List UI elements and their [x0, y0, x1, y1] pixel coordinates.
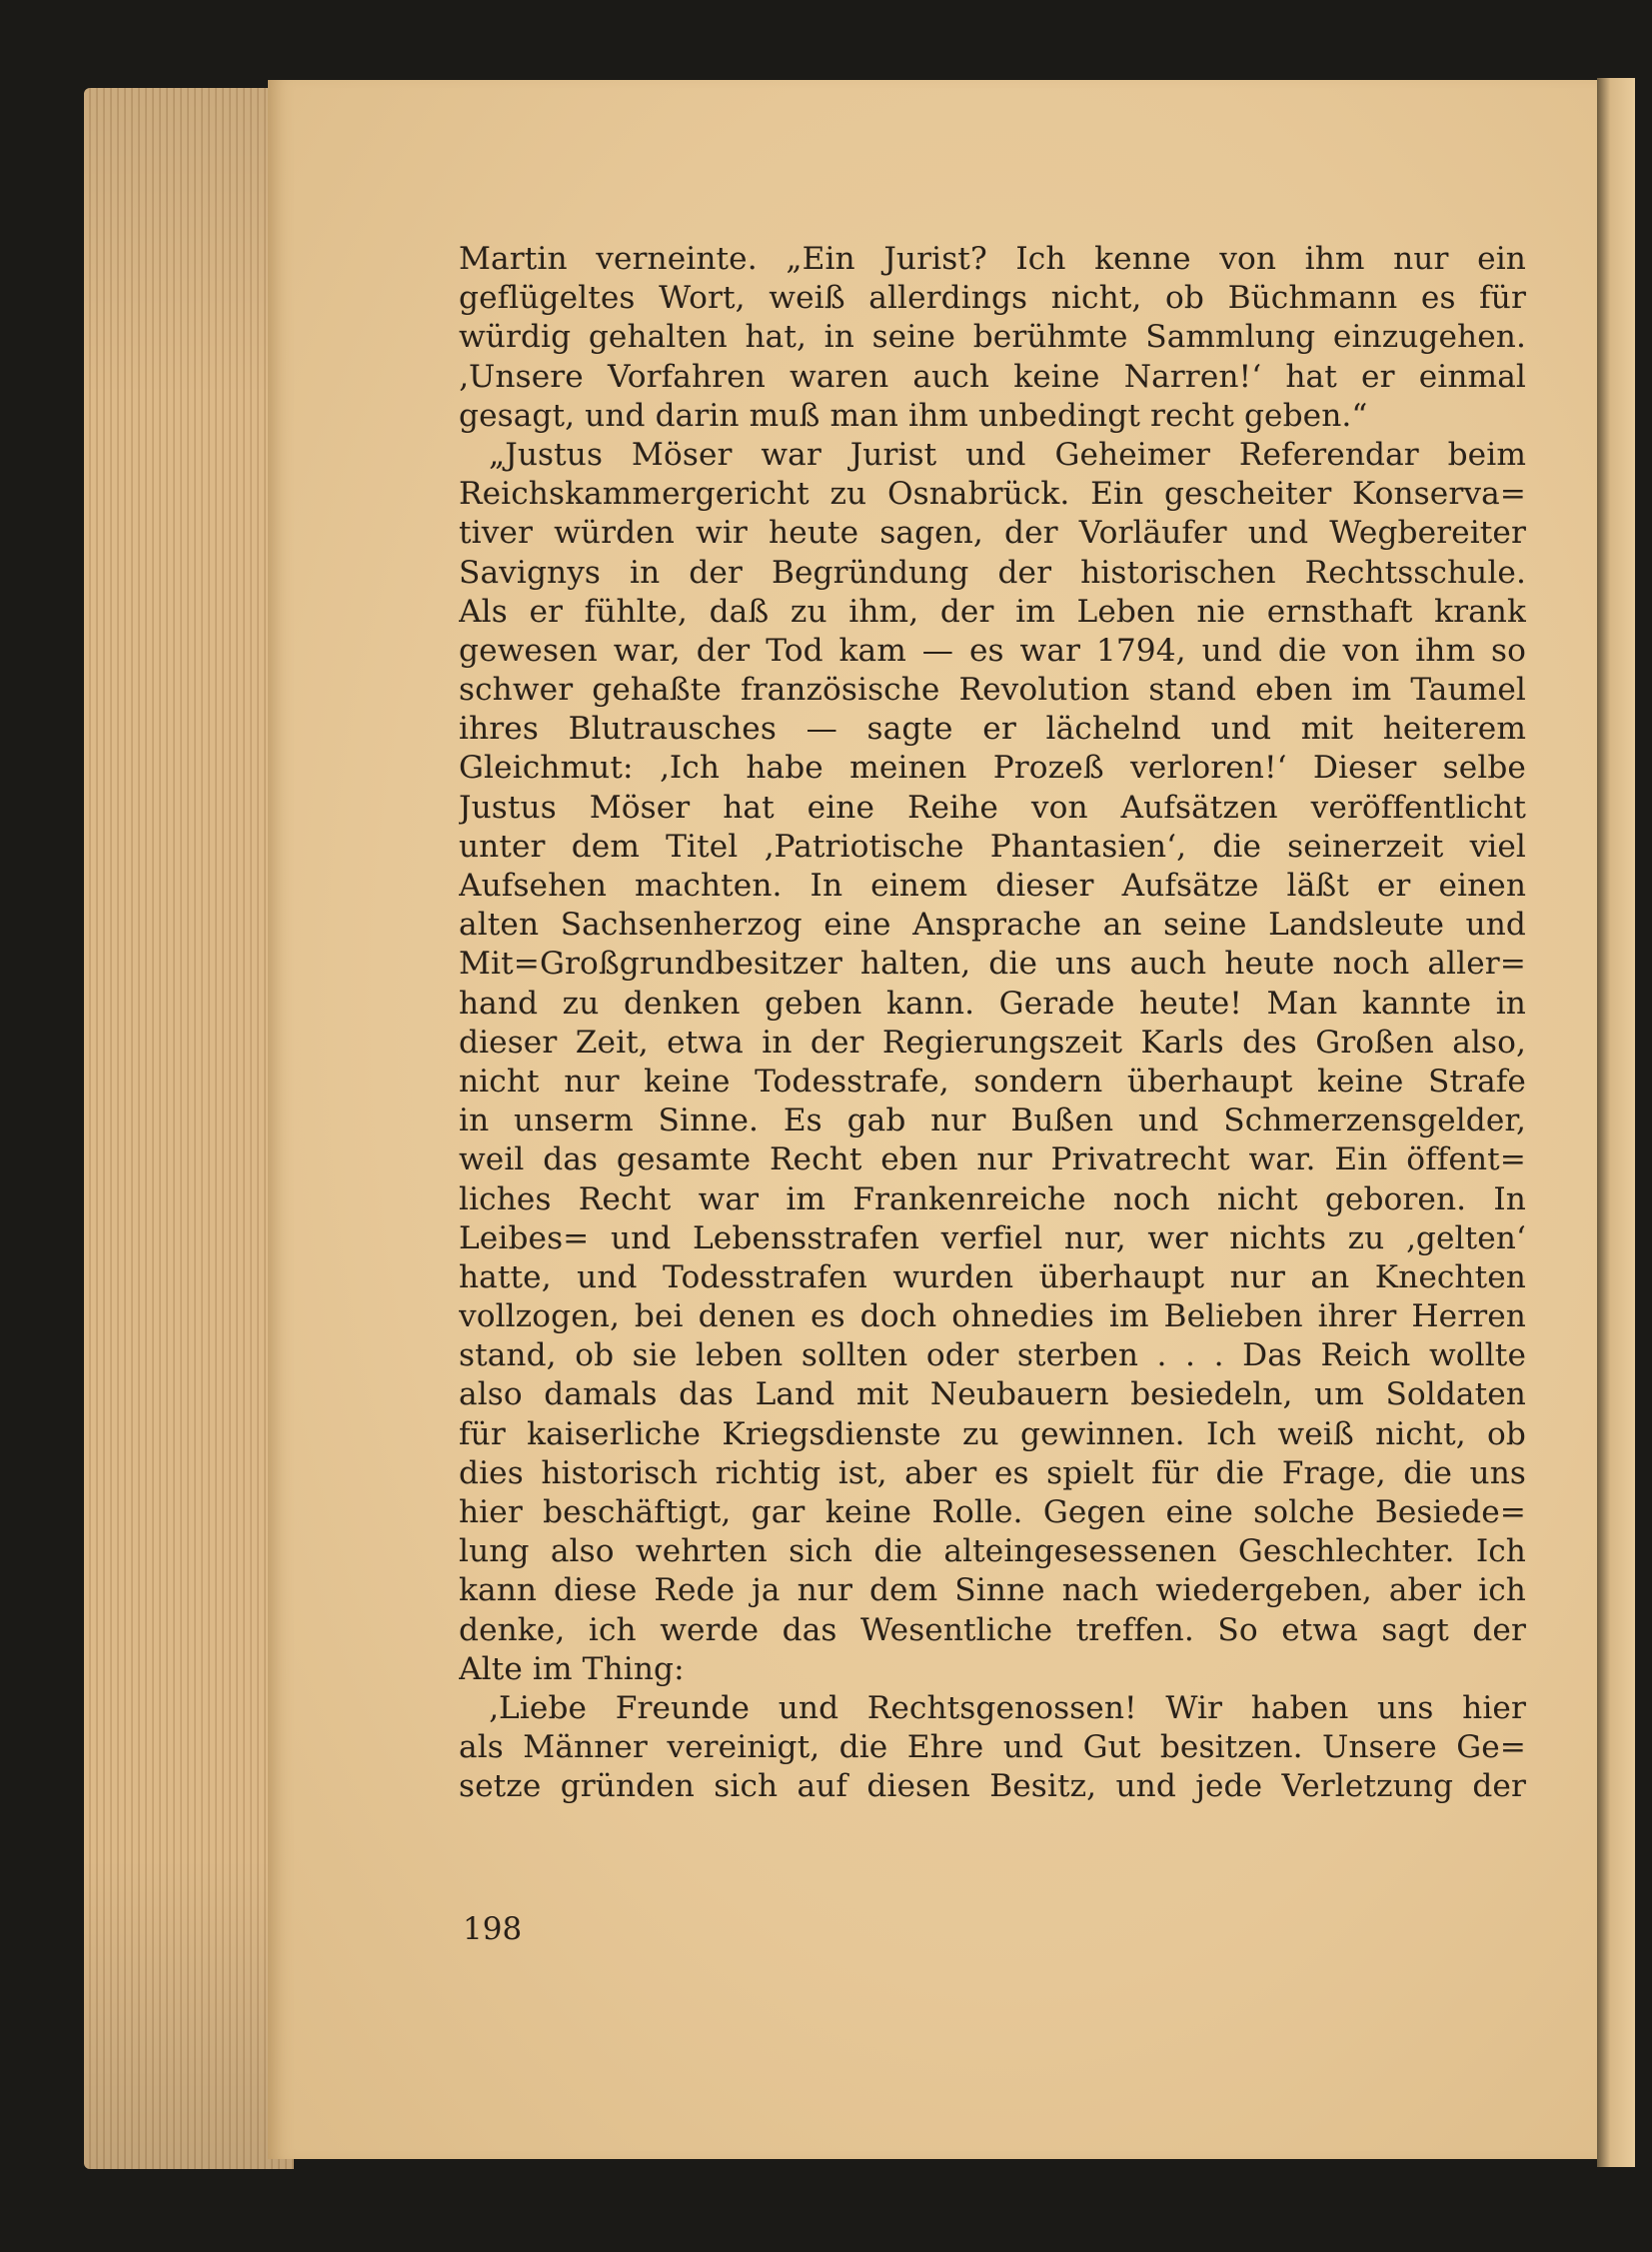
text-line: lung also wehrten sich die alteingesessenen Geschlechter. Ich [459, 1533, 1526, 1570]
text-line: Justus Möser hat eine Reihe von Aufsätzen veröffentlicht [459, 789, 1526, 826]
text-line: Aufsehen machten. In einem dieser Aufsätze läßt er einen [459, 868, 1526, 904]
text-line: hatte, und Todesstrafen wurden überhaupt nur an Knechten [459, 1258, 1526, 1295]
text-line: setze gründen sich auf diesen Besitz, und jede Verletzung der [459, 1768, 1526, 1805]
text-line: ‚Liebe Freunde und Rechtsgenossen! Wir haben uns hier [489, 1689, 1526, 1726]
text-line: schwer gehaßte französische Revolution stand eben im Taumel [459, 672, 1526, 709]
page-number: 198 [463, 1911, 523, 1947]
text-line: als Männer vereinigt, die Ehre und Gut besitzen. Unsere Ge= [459, 1729, 1526, 1766]
text-line: Leibes= und Lebensstrafen verfiel nur, wer nichts zu ‚gelten‘ [459, 1219, 1526, 1256]
text-line: hier beschäftigt, gar keine Rolle. Gegen eine solche Besiede= [459, 1494, 1526, 1530]
text-line: ihres Blutrausches — sagte er lächelnd und mit heiterem [459, 711, 1526, 748]
text-line: Martin verneinte. „Ein Jurist? Ich kenne von ihm nur ein [459, 241, 1526, 277]
text-line: für kaiserliche Kriegsdienste zu gewinnen. Ich weiß nicht, ob [459, 1415, 1526, 1452]
text-line: unter dem Titel ‚Patriotische Phantasien‘, die seinerzeit viel [459, 828, 1526, 865]
text-line: kann diese Rede ja nur dem Sinne nach wiedergeben, aber ich [459, 1572, 1526, 1609]
body-text [459, 240, 1526, 1807]
text-line: denke, ich werde das Wesentliche treffen. So etwa sagt der [459, 1611, 1526, 1648]
text-line: stand, ob sie leben sollten oder sterben . . . Das Reich wollte [459, 1337, 1526, 1374]
book-gutter [1597, 78, 1635, 2167]
page-edges [84, 88, 294, 2169]
text-line: vollzogen, bei denen es doch ohnedies im Belieben ihrer Herren [459, 1298, 1526, 1335]
text-line: Reichskammergericht zu Osnabrück. Ein gescheiter Konserva= [459, 476, 1526, 513]
text-line: hand zu denken geben kann. Gerade heute! Man kannte in [459, 985, 1526, 1022]
text-line: gewesen war, der Tod kam — es war 1794, und die von ihm so [459, 632, 1526, 669]
text-line: Als er fühlte, daß zu ihm, der im Leben nie ernsthaft krank [459, 593, 1526, 630]
text-line: weil das gesamte Recht eben nur Privatrecht war. Ein öffent= [459, 1141, 1526, 1178]
text-line: Mit=Großgrundbesitzer halten, die uns auch heute noch aller= [459, 946, 1526, 983]
text-line: Alte im Thing: [459, 1650, 685, 1687]
text-line: würdig gehalten hat, in seine berühmte Sammlung einzugehen. [459, 319, 1526, 356]
text-line: gesagt, und darin muß man ihm unbedingt recht geben.“ [459, 397, 1368, 434]
text-line: tiver würden wir heute sagen, der Vorläufer und Wegbereiter [459, 515, 1526, 552]
text-line: dieser Zeit, etwa in der Regierungszeit Karls des Großen also, [459, 1024, 1526, 1061]
text-line: dies historisch richtig ist, aber es spielt für die Frage, die uns [459, 1454, 1526, 1491]
text-line: Gleichmut: ‚Ich habe meinen Prozeß verloren!‘ Dieser selbe [459, 750, 1526, 787]
text-line: Savignys in der Begründung der historischen Rechtsschule. [459, 554, 1526, 591]
text-line: ‚Unsere Vorfahren waren auch keine Narren!‘ hat er einmal [459, 358, 1526, 395]
text-line: nicht nur keine Todesstrafe, sondern überhaupt keine Strafe [459, 1063, 1526, 1100]
text-line: liches Recht war im Frankenreiche noch nicht geboren. In [459, 1180, 1526, 1217]
text-line: also damals das Land mit Neubauern besiedeln, um Soldaten [459, 1376, 1526, 1413]
text-line: in unserm Sinne. Es gab nur Bußen und Schmerzensgelder, [459, 1103, 1526, 1139]
text-line: „Justus Möser war Jurist und Geheimer Referendar beim [489, 436, 1526, 473]
text-line: geflügeltes Wort, weiß allerdings nicht, ob Büchmann es für [459, 280, 1526, 317]
text-line: alten Sachsenherzog eine Ansprache an seine Landsleute und [459, 907, 1526, 944]
